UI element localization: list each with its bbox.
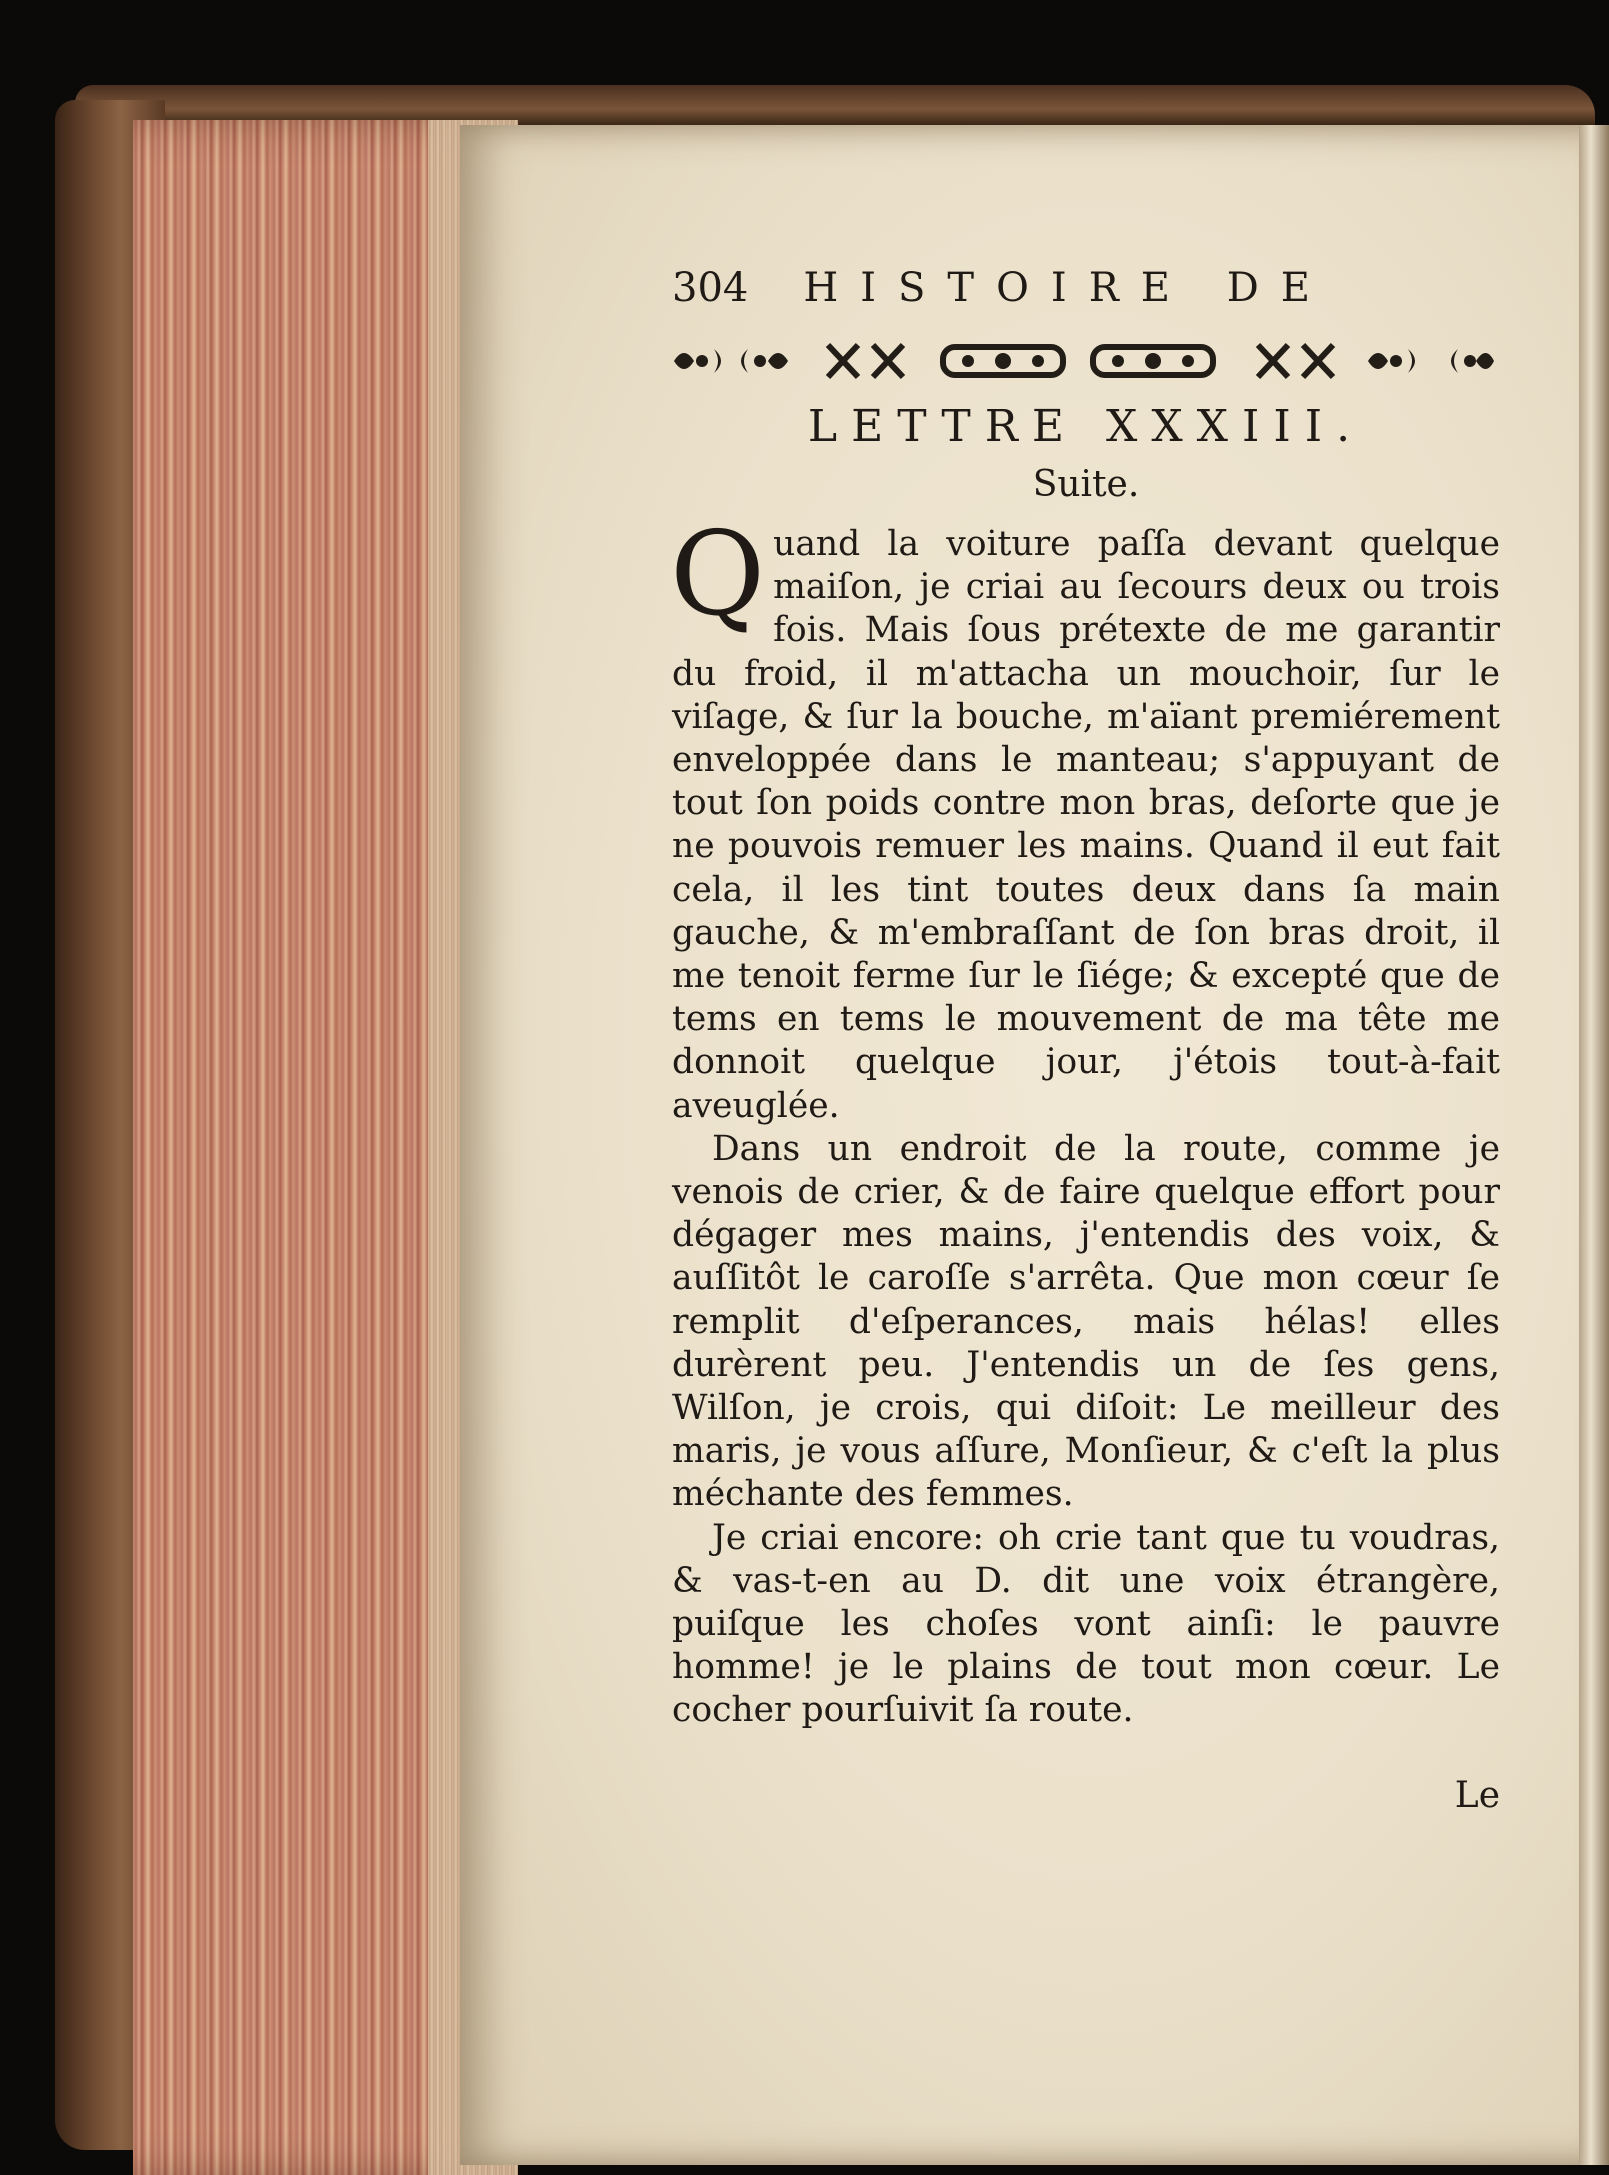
catchword: Le [1454, 1775, 1500, 1816]
letter-subtitle: Suite. [1032, 464, 1140, 505]
letter-title: LETTRE XXXIII. [807, 401, 1365, 452]
paragraph-1 [670, 507, 1500, 1128]
fleuron-ornament-icon [668, 335, 1496, 387]
paragraph-2: Dans un endroit de la route, comme je venois de crier, & de faire quelque effort pour dégager mes mains, j'entendis des voix, & auſſitôt le caroſſe s'arrêta. Que mon cœur ſe remplit d'eſperances, mais hélas! elles durèrent peu. J'entendis un de ſes gens, Wilſon, je crois, qui diſoit: Le meilleur des maris, je vous aſſure, Monſieur, & c'eſt la plus méchante des femmes. [672, 1128, 1500, 1515]
paragraph-3: Je criai encore: oh crie tant que tu voudras, & vas-t-en au D. dit une voix étrangère, puiſque les choſes vont ainſi: le pauvre homme! je le plains de tout mon cœur. Le cocher pourſuivit ſa route. [672, 1517, 1500, 1731]
body-text [670, 507, 1500, 1733]
printers-ornament-band [668, 335, 1496, 387]
drop-cap: Q [670, 507, 766, 642]
running-title: HISTOIRE DE [803, 265, 1332, 311]
paragraph-1-text: uand la voiture paſſa devant quelque maiſon, je criai au ſecours deux ou trois fois. Mais ſous prétexte de me garantir du froid, il m'attacha un mouchoir, ſur le viſage, & ſur la bouche, m'aïant premiérement enveloppée dans le manteau; s'appuyant de tout ſon poids contre mon bras, deſorte que je ne pouvois remuer les mains. Quand il eut fait cela, il les tint toutes deux dans ſa main gauche, & m'embraſſant de ſon bras droit, il me tenoit ferme ſur le ſiége; & excepté que de tems en tems le mouvement de ma tête me donnoit quelque jour, j'étois tout-à-fait aveuglée. [672, 524, 1500, 1126]
running-head [672, 265, 1332, 311]
gutter-edge [1579, 125, 1609, 2165]
page-number: 304 [672, 265, 749, 311]
page-text-block [670, 265, 1500, 1816]
book-cover-top [75, 85, 1595, 125]
